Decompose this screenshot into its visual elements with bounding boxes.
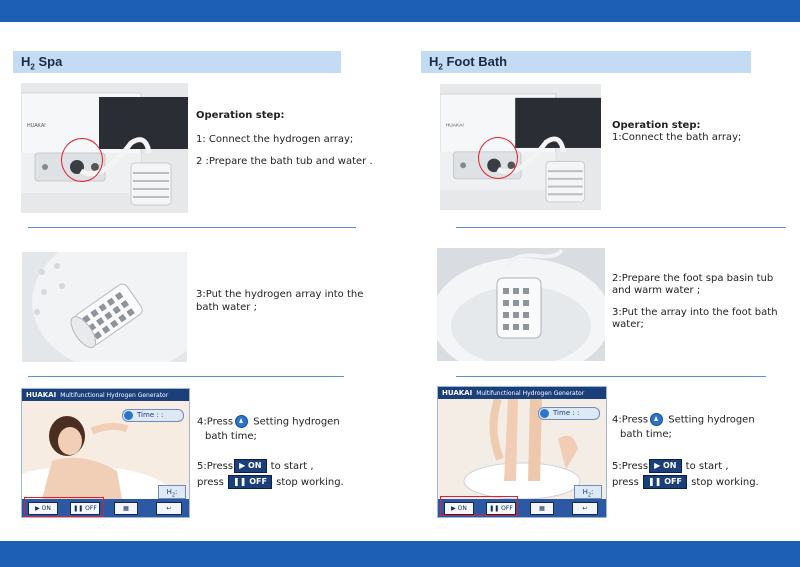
screen-header bbox=[22, 389, 189, 401]
operation-step-heading: Operation step: bbox=[196, 110, 285, 121]
control-screen bbox=[437, 386, 607, 518]
step-5-line-1: 5:Press ▶ ON to start , bbox=[197, 461, 314, 472]
time-setting-icon bbox=[650, 413, 663, 426]
step-3-line-2: bath water ; bbox=[196, 302, 257, 313]
operation-step-heading: Operation step: bbox=[612, 120, 701, 131]
screen-back-button[interactable]: ↩ bbox=[572, 502, 598, 515]
device-connection-photo bbox=[21, 83, 188, 213]
step-5-line-2: press ❚❚ OFF stop working. bbox=[612, 477, 759, 488]
step-3-line-1: 3:Put the array into the foot bath bbox=[612, 307, 778, 318]
screen-back-button[interactable]: ↩ bbox=[156, 502, 182, 515]
step-5-line-1: 5:Press ▶ ON to start , bbox=[612, 461, 729, 472]
port-highlight-circle bbox=[478, 137, 518, 179]
on-off-highlight bbox=[440, 496, 518, 516]
step-4-line-1: 4:Press Setting hydrogen bbox=[197, 416, 340, 428]
step-2-line-1: 2:Prepare the foot spa basin tub bbox=[612, 273, 774, 284]
step-3-line-1: 3:Put the hydrogen array into the bbox=[196, 289, 364, 300]
screen-header-title: Multifunctional Hydrogen Generator bbox=[60, 392, 169, 399]
screen-on-button[interactable]: ▶ ON bbox=[28, 502, 58, 515]
time-setting-icon bbox=[235, 415, 248, 428]
section-title-h2-spa: $H_2$ Spa bbox=[13, 51, 341, 73]
step-2-text: 2 :Prepare the bath tub and water . bbox=[196, 156, 373, 167]
step-4-line-2: bath time; bbox=[620, 429, 672, 440]
divider bbox=[456, 376, 766, 377]
screen-logo: HUAKAI bbox=[26, 391, 57, 399]
svg-text:HUAKAI: HUAKAI bbox=[27, 123, 46, 129]
off-button-icon: ❚❚ OFF bbox=[228, 475, 272, 489]
divider bbox=[456, 227, 786, 228]
screen-header-title: Multifunctional Hydrogen Generator bbox=[476, 390, 585, 397]
screen-menu-button[interactable]: ▦ bbox=[530, 502, 554, 515]
off-button-icon: ❚❚ OFF bbox=[643, 475, 687, 489]
step-1-text: 1:Connect the bath array; bbox=[612, 132, 742, 143]
step-3-line-2: water; bbox=[612, 319, 644, 330]
screen-off-button[interactable]: ❚❚ OFF bbox=[486, 502, 516, 515]
h2-indicator: $H_2$: bbox=[158, 485, 186, 499]
port-highlight-circle bbox=[61, 138, 103, 182]
step-5-line-2: press ❚❚ OFF stop working. bbox=[197, 477, 344, 488]
top-band bbox=[0, 0, 800, 22]
timer-icon bbox=[124, 411, 133, 420]
screen-header bbox=[438, 387, 606, 399]
section-title-h2-foot-bath: $H_2$ Foot Bath bbox=[421, 51, 751, 73]
time-display[interactable]: Time : : bbox=[538, 407, 600, 420]
screen-off-button[interactable]: ❚❚ OFF bbox=[70, 502, 100, 515]
foot-device-connection-photo bbox=[440, 84, 601, 210]
time-display[interactable]: Time : : bbox=[122, 409, 184, 422]
timer-icon bbox=[540, 409, 549, 418]
divider bbox=[28, 227, 356, 228]
on-button-icon: ▶ ON bbox=[649, 459, 681, 473]
on-button-icon: ▶ ON bbox=[234, 459, 266, 473]
control-screen bbox=[21, 388, 190, 518]
h2-indicator: $H_2$: bbox=[574, 485, 602, 499]
screen-menu-button[interactable]: ▦ bbox=[114, 502, 138, 515]
step-1-text: 1: Connect the hydrogen array; bbox=[196, 134, 354, 145]
step-2-line-2: and warm water ; bbox=[612, 285, 701, 296]
step-4-line-2: bath time; bbox=[205, 431, 257, 442]
on-off-highlight bbox=[24, 497, 104, 517]
step-4-line-1: 4:Press Setting hydrogen bbox=[612, 414, 755, 426]
divider bbox=[28, 376, 344, 377]
svg-text:HUAKAI: HUAKAI bbox=[445, 123, 464, 129]
bottom-band bbox=[0, 541, 800, 567]
screen-on-button[interactable]: ▶ ON bbox=[444, 502, 474, 515]
array-in-water-photo bbox=[22, 252, 187, 362]
foot-basin-array-photo bbox=[437, 248, 605, 361]
screen-logo: HUAKAI bbox=[442, 389, 473, 397]
